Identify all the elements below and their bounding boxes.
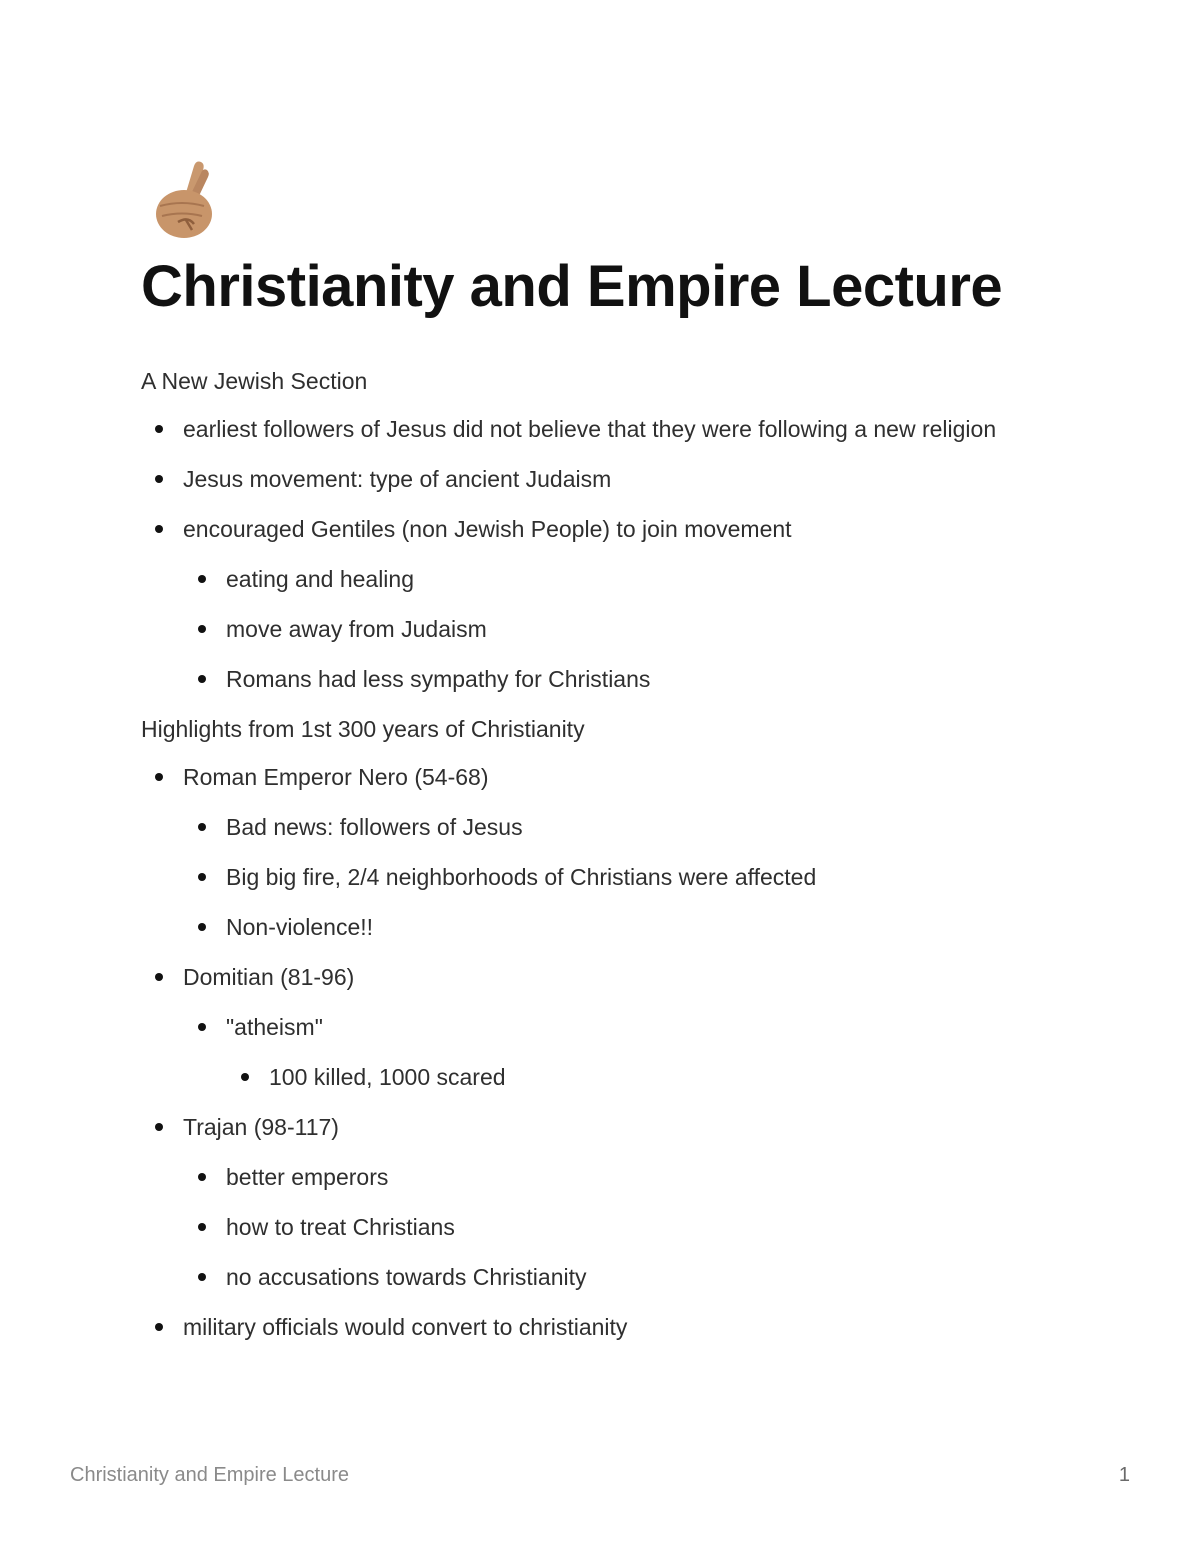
bullet-list xyxy=(141,411,1041,697)
list-item xyxy=(184,1009,1041,1095)
list-item xyxy=(141,511,1041,697)
section-new-jewish-section xyxy=(141,363,1041,697)
bullet-icon xyxy=(198,823,206,831)
bullet-icon xyxy=(155,1323,163,1331)
list-item-text: how to treat Christians xyxy=(226,1214,455,1240)
list-item xyxy=(141,411,1041,447)
section-heading: Highlights from 1st 300 years of Christianity xyxy=(141,716,585,742)
nested-bullet-list xyxy=(184,1059,1041,1095)
bullet-icon xyxy=(155,773,163,781)
bullet-list xyxy=(141,759,1041,1345)
bullet-icon xyxy=(155,425,163,433)
bullet-icon xyxy=(198,1223,206,1231)
bullet-icon xyxy=(198,923,206,931)
page-title: Christianity and Empire Lecture xyxy=(141,254,1003,319)
bullet-icon xyxy=(198,1023,206,1031)
list-item xyxy=(141,1309,1041,1345)
list-item xyxy=(184,809,1041,845)
section-highlights xyxy=(141,711,1041,1345)
list-item-text: better emperors xyxy=(226,1164,389,1190)
bullet-icon xyxy=(198,1173,206,1181)
list-item xyxy=(184,611,1041,647)
list-item-text: move away from Judaism xyxy=(226,616,487,642)
list-item xyxy=(184,661,1041,697)
list-item xyxy=(227,1059,1041,1095)
bullet-icon xyxy=(198,873,206,881)
list-item xyxy=(184,561,1041,597)
list-item-text: "atheism" xyxy=(226,1014,323,1040)
list-item xyxy=(141,461,1041,497)
bullet-icon xyxy=(198,675,206,683)
list-item xyxy=(141,759,1041,945)
list-item xyxy=(141,1109,1041,1295)
page-content xyxy=(141,363,1041,1359)
bullet-icon xyxy=(198,1273,206,1281)
list-item-text: Domitian (81-96) xyxy=(183,964,355,990)
list-item-text: Big big fire, 2/4 neighborhoods of Christians were affected xyxy=(226,864,817,890)
list-item-text: Romans had less sympathy for Christians xyxy=(226,666,651,692)
list-item-text: Trajan (98-117) xyxy=(183,1114,339,1140)
nested-bullet-list xyxy=(141,1159,1041,1295)
list-item-text: eating and healing xyxy=(226,566,414,592)
list-item-text: encouraged Gentiles (non Jewish People) to join movement xyxy=(183,516,792,542)
list-item xyxy=(184,859,1041,895)
list-item-text: 100 killed, 1000 scared xyxy=(269,1064,506,1090)
list-item-text: Jesus movement: type of ancient Judaism xyxy=(183,466,612,492)
bullet-icon xyxy=(155,475,163,483)
list-item xyxy=(141,959,1041,1095)
list-item-text: no accusations towards Christianity xyxy=(226,1264,587,1290)
footer-page-number: 1 xyxy=(1118,1464,1130,1486)
bullet-icon xyxy=(155,525,163,533)
nested-bullet-list xyxy=(141,809,1041,945)
bullet-icon xyxy=(155,973,163,981)
section-heading: A New Jewish Section xyxy=(141,368,368,394)
list-item-text: Roman Emperor Nero (54-68) xyxy=(183,764,489,790)
nested-bullet-list xyxy=(141,561,1041,697)
list-item-text: Non-violence!! xyxy=(226,914,374,940)
crossed-fingers-icon xyxy=(152,156,218,240)
list-item-text: Bad news: followers of Jesus xyxy=(226,814,523,840)
bullet-icon xyxy=(198,625,206,633)
list-item-text: earliest followers of Jesus did not believe that they were following a new religion xyxy=(183,416,997,442)
list-item xyxy=(184,1209,1041,1245)
bullet-icon xyxy=(155,1123,163,1131)
list-item xyxy=(184,1259,1041,1295)
nested-bullet-list xyxy=(141,1009,1041,1095)
footer-document-title: Christianity and Empire Lecture xyxy=(70,1464,350,1486)
bullet-icon xyxy=(198,575,206,583)
bullet-icon xyxy=(241,1073,249,1081)
list-item-text: military officials would convert to christianity xyxy=(183,1314,628,1340)
list-item xyxy=(184,909,1041,945)
list-item xyxy=(184,1159,1041,1195)
